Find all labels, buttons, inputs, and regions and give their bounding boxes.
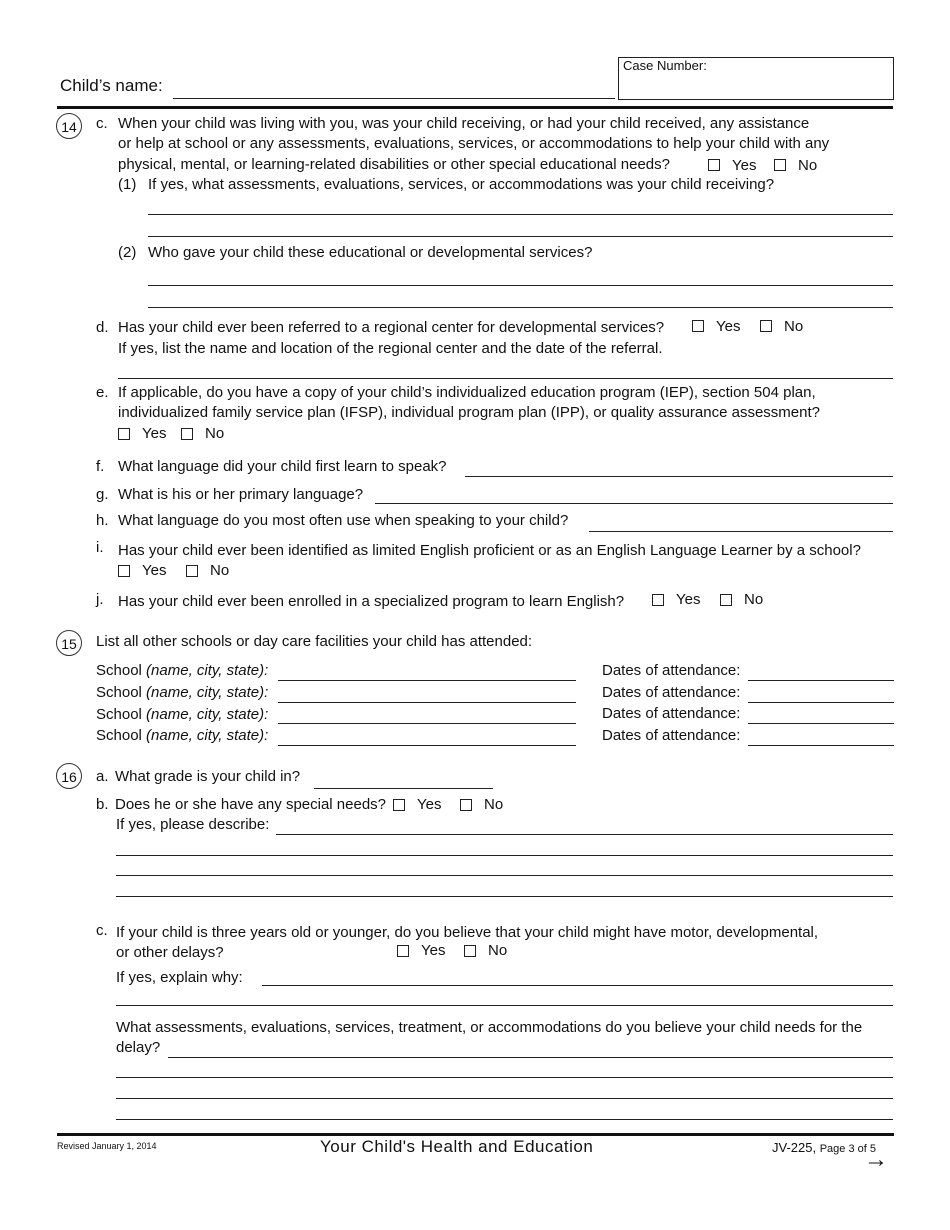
q16b-answer-line[interactable]	[116, 875, 893, 876]
footer-title: Your Child's Health and Education	[320, 1137, 594, 1156]
school-label: School	[96, 684, 142, 701]
q14c-letter: c.	[96, 115, 108, 132]
q16c-needs-answer-line[interactable]	[168, 1057, 893, 1058]
q16a-text: What grade is your child in?	[115, 768, 301, 785]
q14c-line2: or help at school or any assessments, evaluations, services, or accommodations to help your child with any	[118, 135, 830, 152]
q15-dates-label: Dates of attendance:	[602, 662, 741, 679]
school-hint: (name, city, state):	[146, 706, 269, 723]
q14d-line1: Has your child ever been referred to a regional center for developmental services?	[118, 319, 665, 336]
case-number-box[interactable]	[618, 57, 894, 100]
q14c-sub1-number: (1)	[118, 176, 137, 193]
question-16-number: 16	[56, 763, 82, 789]
q14e-yes-label: Yes	[142, 425, 167, 442]
question-15-number: 15	[56, 630, 82, 656]
q14i-text: Has your child ever been identified as limited English proficient or as an English Language Learner by a school?	[118, 542, 861, 559]
header-rule	[57, 106, 893, 109]
school-label: School	[96, 727, 142, 744]
q14f-letter: f.	[96, 458, 105, 475]
q15-title: List all other schools or day care facilities your child has attended:	[96, 633, 533, 650]
case-number-label: Case Number:	[623, 58, 707, 73]
q14c-yes-label: Yes	[732, 157, 757, 174]
q14i-no-label: No	[210, 562, 230, 579]
q14c-sub2-answer-line[interactable]	[148, 307, 893, 308]
q14j-text: Has your child ever been enrolled in a specialized program to learn English?	[118, 593, 625, 610]
q14e-no-checkbox[interactable]	[181, 428, 193, 440]
q14j-yes-checkbox[interactable]	[652, 594, 664, 606]
q14c-line1: When your child was living with you, was your child receiving, or had your child received, any assistance	[118, 115, 810, 132]
q14c-no-checkbox[interactable]	[774, 159, 786, 171]
q14i-yes-label: Yes	[142, 562, 167, 579]
q16c-explain-label: If yes, explain why:	[116, 969, 243, 986]
q14e-line1: If applicable, do you have a copy of your child’s individualized education program (IEP), section 504 plan,	[118, 384, 816, 401]
page-number: Page 3 of 5	[819, 1143, 876, 1155]
q16b-answer-line[interactable]	[276, 834, 893, 835]
q14f-text: What language did your child first learn to speak?	[118, 458, 447, 475]
q15-dates-line[interactable]	[748, 680, 894, 681]
q16c-explain-line[interactable]	[116, 1005, 893, 1006]
q14d-no-label: No	[784, 318, 804, 335]
q16c-no-checkbox[interactable]	[464, 945, 476, 957]
q16c-needs-line2: delay?	[116, 1039, 161, 1056]
q16c-yes-label: Yes	[421, 942, 446, 959]
q16b-no-checkbox[interactable]	[460, 799, 472, 811]
school-hint: (name, city, state):	[146, 727, 269, 744]
school-hint: (name, city, state):	[146, 662, 269, 679]
q14c-sub1-answer-line[interactable]	[148, 214, 893, 215]
q14g-letter: g.	[96, 486, 109, 503]
q14j-no-label: No	[744, 591, 764, 608]
q16b-letter: b.	[96, 796, 109, 813]
q16c-line2: or other delays?	[116, 944, 224, 961]
q14c-sub1-text: If yes, what assessments, evaluations, services, or accommodations was your child receiving?	[148, 176, 775, 193]
q14c-sub2-answer-line[interactable]	[148, 285, 893, 286]
q14g-text: What is his or her primary language?	[118, 486, 364, 503]
school-hint: (name, city, state):	[146, 684, 269, 701]
school-label: School	[96, 662, 142, 679]
q14h-text: What language do you most often use when speaking to your child?	[118, 512, 569, 529]
q14e-line2: individualized family service plan (IFSP), individual program plan (IPP), or quality assurance assessment?	[118, 404, 820, 421]
childs-name-field[interactable]	[173, 98, 615, 99]
q16c-yes-checkbox[interactable]	[397, 945, 409, 957]
q14i-yes-checkbox[interactable]	[118, 565, 130, 577]
question-14-number: 14	[56, 113, 82, 139]
q14d-answer-line[interactable]	[118, 378, 893, 379]
q15-dates-line[interactable]	[748, 745, 894, 746]
school-label: School	[96, 706, 142, 723]
q14f-answer-line[interactable]	[465, 476, 893, 477]
q14h-answer-line[interactable]	[589, 531, 893, 532]
q16b-text: Does he or she have any special needs?	[115, 796, 387, 813]
q14e-yes-checkbox[interactable]	[118, 428, 130, 440]
q16b-answer-line[interactable]	[116, 896, 893, 897]
q14d-yes-checkbox[interactable]	[692, 320, 704, 332]
next-page-arrow-icon: →	[864, 1146, 888, 1173]
q14c-no-label: No	[798, 157, 818, 174]
q15-school-row	[96, 661, 268, 681]
q15-school-line[interactable]	[278, 745, 576, 746]
q16b-yes-label: Yes	[417, 796, 442, 813]
q14h-letter: h.	[96, 512, 109, 529]
q16b-answer-line[interactable]	[116, 855, 893, 856]
footer-page-info	[772, 1140, 876, 1155]
q14g-answer-line[interactable]	[375, 503, 893, 504]
q14c-sub2-text: Who gave your child these educational or developmental services?	[148, 244, 593, 261]
q15-school-row	[96, 683, 268, 703]
q15-dates-line[interactable]	[748, 702, 894, 703]
q14j-no-checkbox[interactable]	[720, 594, 732, 606]
q14i-letter: i.	[96, 539, 104, 556]
q14e-letter: e.	[96, 384, 109, 401]
q14d-line2: If yes, list the name and location of the regional center and the date of the referral.	[118, 340, 663, 357]
childs-name-label: Child’s name:	[60, 76, 163, 95]
q14c-sub2-number: (2)	[118, 244, 137, 261]
q14c-yes-checkbox[interactable]	[708, 159, 720, 171]
q15-school-line[interactable]	[278, 723, 576, 724]
q16a-answer-line[interactable]	[314, 788, 493, 789]
q15-school-line[interactable]	[278, 702, 576, 703]
q14c-sub1-answer-line[interactable]	[148, 236, 893, 237]
q14j-letter: j.	[96, 591, 104, 608]
q15-dates-line[interactable]	[748, 723, 894, 724]
q14i-no-checkbox[interactable]	[186, 565, 198, 577]
q15-school-line[interactable]	[278, 680, 576, 681]
q16c-explain-line[interactable]	[262, 985, 893, 986]
q14c-line3: physical, mental, or learning-related disabilities or other special educational needs?	[118, 156, 670, 173]
q15-school-row	[96, 705, 268, 725]
q16c-letter: c.	[96, 922, 108, 939]
q14d-no-checkbox[interactable]	[760, 320, 772, 332]
q14d-yes-label: Yes	[716, 318, 741, 335]
q16b-yes-checkbox[interactable]	[393, 799, 405, 811]
q16b-describe-label: If yes, please describe:	[116, 816, 270, 833]
q16b-no-label: No	[484, 796, 504, 813]
form-id: JV-225,	[772, 1140, 817, 1155]
q16c-needs-answer-line[interactable]	[116, 1098, 893, 1099]
q16c-needs-answer-line[interactable]	[116, 1119, 893, 1120]
q16a-letter: a.	[96, 768, 109, 785]
q16c-needs-line1: What assessments, evaluations, services, treatment, or accommodations do you believe your child needs for the	[116, 1019, 863, 1036]
q15-dates-label: Dates of attendance:	[602, 727, 741, 744]
revised-date: Revised January 1, 2014	[57, 1141, 157, 1151]
q14e-no-label: No	[205, 425, 225, 442]
q16c-no-label: No	[488, 942, 508, 959]
q14j-yes-label: Yes	[676, 591, 701, 608]
q15-dates-label: Dates of attendance:	[602, 684, 741, 701]
footer-rule	[57, 1133, 894, 1136]
q15-school-row	[96, 726, 268, 746]
q15-dates-label: Dates of attendance:	[602, 705, 741, 722]
q16c-line1: If your child is three years old or younger, do you believe that your child might have motor, developmental,	[116, 924, 819, 941]
q14d-letter: d.	[96, 319, 109, 336]
q16c-needs-answer-line[interactable]	[116, 1077, 893, 1078]
